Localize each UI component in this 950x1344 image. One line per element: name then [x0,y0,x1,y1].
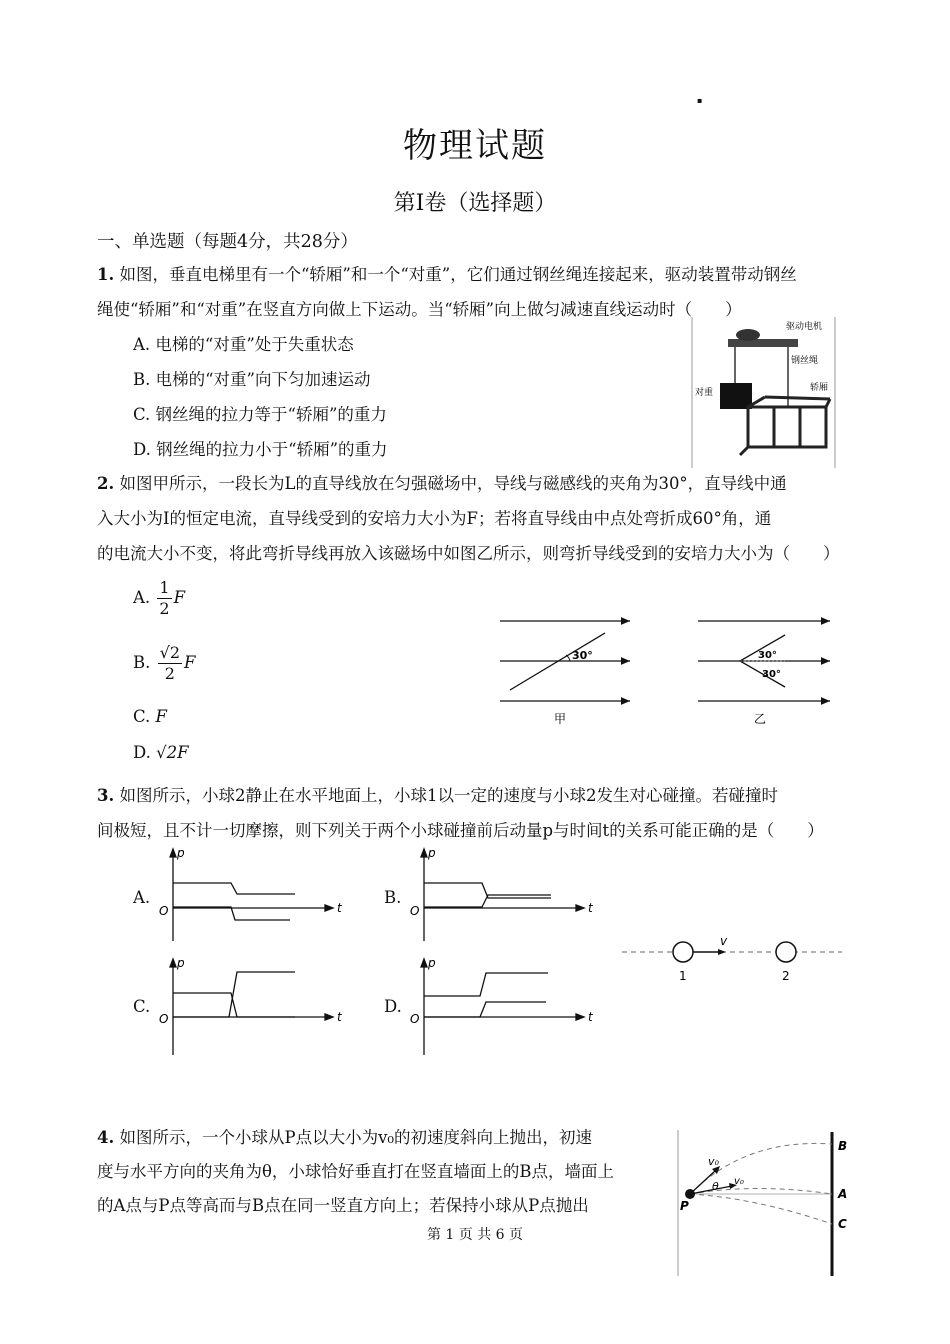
question-1-line-2: 绳使“轿厢”和“对重”在竖直方向做上下运动。当“轿厢”向上做匀减速直线运动时（ ） [97,300,742,319]
svg-text:p: p [177,956,185,970]
graph-d-label: D. [384,997,402,1016]
elevator-car [740,397,830,455]
graph-c [155,955,345,1060]
svg-text:O: O [410,904,420,918]
question-1-option-a: A. 电梯的“对重”处于失重状态 [133,335,354,354]
svg-text:对重: 对重 [695,388,714,398]
page-title: 物理试题 [403,126,547,166]
svg-text:30°: 30° [762,669,781,680]
svg-text:驱动电机: 驱动电机 [786,322,823,332]
svg-text:O: O [159,1012,169,1026]
question-1-option-d: D. 钢丝绳的拉力小于“轿厢”的重力 [133,440,388,459]
question-2-option-c: C. F [133,707,167,726]
svg-text:1: 1 [679,969,687,983]
collision-figure [620,930,845,985]
graph-a [155,845,345,945]
svg-text:t: t [337,1010,342,1024]
svg-text:30°: 30° [758,650,777,661]
question-1-option-c: C. 钢丝绳的拉力等于“轿厢”的重力 [133,405,387,424]
graph-b-label: B. [384,888,402,907]
question-3-line-2: 间极短，且不计一切摩擦，则下列关于两个小球碰撞前后动量p与时间t的关系可能正确的是（ ） [97,821,824,840]
svg-text:θ: θ [712,1180,719,1193]
svg-text:2: 2 [782,969,790,983]
graph-b [406,845,596,945]
question-number: 1. [97,265,115,284]
svg-text:B: B [838,1139,848,1153]
svg-text:钢丝绳: 钢丝绳 [791,356,819,366]
question-4-line-2: 度与水平方向的夹角为θ，小球恰好垂直打在竖直墙面上的B点，墙面上 [97,1162,615,1181]
svg-text:O: O [410,1012,420,1026]
question-2-line-1: 2. 如图甲所示，一段长为L的直导线放在匀强磁场中，导线与磁感线的夹角为30°，直导线中通 [97,474,787,493]
svg-text:p: p [177,846,185,860]
question-2-option-b: B. $\frac{√2}{2}$ F [133,643,196,683]
svg-text:甲: 甲 [554,712,567,726]
elevator-figure [690,315,838,470]
magnetic-field-figure [490,605,840,730]
section-subtitle: 第Ⅰ卷（选择题） [393,191,557,216]
svg-text:C: C [838,1217,847,1231]
graph-d [406,955,596,1060]
motor-icon [736,329,760,341]
section-heading: 一、单选题（每题4分，共28分） [97,232,358,252]
svg-text:30°: 30° [572,649,593,662]
svg-text:t: t [588,1010,593,1024]
svg-text:v₀: v₀ [708,1155,719,1168]
question-2-line-3: 的电流大小不变，将此弯折导线再放入该磁场中如图乙所示，则弯折导线受到的安培力大小为（ ） [97,544,840,563]
counterweight [720,383,752,409]
graph-a-label: A. [133,888,151,907]
svg-text:轿厢: 轿厢 [810,383,829,393]
svg-text:v: v [720,934,728,948]
ball-2 [776,942,796,962]
graph-c-label: C. [133,997,151,1016]
question-1-option-b: B. 电梯的“对重”向下匀加速运动 [133,370,371,389]
svg-text:p: p [428,846,436,860]
svg-text:乙: 乙 [754,712,767,726]
question-4-line-1: 4. 如图所示，一个小球从P点以大小为v₀的初速度斜向上抛出，初速 [97,1128,593,1147]
question-2-line-2: 入大小为I的恒定电流，直导线受到的安培力大小为F；若将直导线由中点处弯折成60°角，通 [97,509,772,528]
header-mark: ▪ [697,96,703,105]
svg-text:O: O [159,904,169,918]
svg-text:t: t [588,901,593,915]
svg-text:t: t [337,901,342,915]
projectile-figure [676,1128,852,1278]
question-2-option-d: D. √2F [133,743,189,762]
question-2-option-a: A. $\frac{1}{2}$ F [133,578,186,618]
ball-1 [673,942,693,962]
question-4-line-3: 的A点与P点等高而与B点在同一竖直方向上；若保持小球从P点抛出 [97,1196,589,1215]
svg-text:v₀: v₀ [734,1176,744,1187]
question-1-line-1: 1. 如图，垂直电梯里有一个“轿厢”和一个“对重”，它们通过钢丝绳连接起来，驱动装置带动钢丝 [97,265,797,284]
svg-text:p: p [428,956,436,970]
question-3-line-1: 3. 如图所示，小球2静止在水平地面上，小球1以一定的速度与小球2发生对心碰撞。若碰撞时 [97,786,778,805]
svg-text:A: A [838,1187,848,1201]
page-footer: 第 1 页 共 6 页 [426,1227,524,1243]
svg-text:P: P [680,1199,689,1213]
